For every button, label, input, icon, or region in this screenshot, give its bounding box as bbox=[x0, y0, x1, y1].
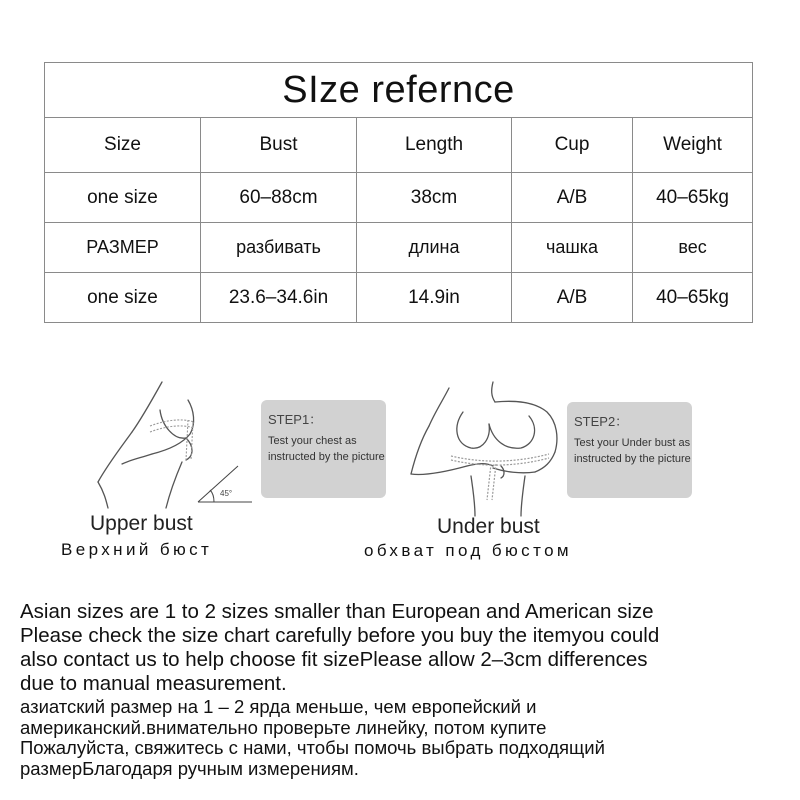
cell-size: РАЗМЕР bbox=[45, 223, 201, 273]
cell-cup: A/B bbox=[512, 273, 633, 323]
table-row bbox=[45, 173, 753, 223]
cell-length: длина bbox=[357, 223, 512, 273]
size-table bbox=[44, 62, 753, 323]
under-bust-caption-ru: обхват под бюстом bbox=[364, 541, 573, 560]
header-bust: Bust bbox=[201, 118, 357, 173]
step1-text: Test your chest as instructed by the picture bbox=[268, 435, 385, 463]
header-weight: Weight bbox=[633, 118, 753, 173]
table-title: SIze refernce bbox=[45, 63, 753, 118]
step1-title: STEP1： bbox=[268, 412, 323, 427]
cell-weight: 40–65kg bbox=[633, 273, 753, 323]
cell-length: 14.9in bbox=[357, 273, 512, 323]
under-bust-caption: Under bust bbox=[437, 515, 540, 538]
table-row bbox=[45, 223, 753, 273]
note-line: Пожалуйста, свяжитесь с нами, чтобы помочь выбрать подходящий bbox=[20, 737, 605, 758]
note-line: азиатский размер на 1 – 2 ярда меньше, чем европейский и bbox=[20, 696, 537, 717]
cell-size: one size bbox=[45, 273, 201, 323]
under-bust-illustration bbox=[405, 378, 570, 518]
angle-label: 45° bbox=[220, 489, 233, 498]
step2-card bbox=[567, 402, 692, 498]
cell-weight: вес bbox=[633, 223, 753, 273]
cell-length: 38cm bbox=[357, 173, 512, 223]
cell-bust: 60–88cm bbox=[201, 173, 357, 223]
table-row bbox=[45, 273, 753, 323]
cell-bust: разбивать bbox=[201, 223, 357, 273]
header-cup: Cup bbox=[512, 118, 633, 173]
step2-title: STEP2： bbox=[574, 414, 629, 429]
note-line: Asian sizes are 1 to 2 sizes smaller than European and American size bbox=[20, 600, 654, 623]
header-row bbox=[45, 118, 753, 173]
cell-weight: 40–65kg bbox=[633, 173, 753, 223]
cell-cup: A/B bbox=[512, 173, 633, 223]
upper-bust-caption-ru: Верхний бюст bbox=[61, 540, 213, 559]
step2-text: Test your Under bust as instructed by the picture bbox=[574, 437, 691, 465]
cell-cup: чашка bbox=[512, 223, 633, 273]
notes-english bbox=[20, 600, 790, 696]
title-row bbox=[45, 63, 753, 118]
step1-card bbox=[261, 400, 386, 498]
cell-size: one size bbox=[45, 173, 201, 223]
header-length: Length bbox=[357, 118, 512, 173]
upper-bust-illustration bbox=[90, 380, 260, 510]
notes-russian bbox=[20, 697, 795, 779]
note-line: due to manual measurement. bbox=[20, 672, 287, 695]
upper-bust-caption: Upper bust bbox=[90, 512, 193, 535]
note-line: американский.внимательно проверьте линейку, потом купите bbox=[20, 716, 547, 738]
note-line: also contact us to help choose fit sizePlease allow 2–3cm differences bbox=[20, 648, 648, 671]
cell-bust: 23.6–34.6in bbox=[201, 273, 357, 323]
header-size: Size bbox=[45, 118, 201, 173]
note-line: Please check the size chart carefully before you buy the itemyou could bbox=[20, 624, 660, 647]
note-line: размерБлагодаря ручным измерениям. bbox=[20, 757, 359, 779]
